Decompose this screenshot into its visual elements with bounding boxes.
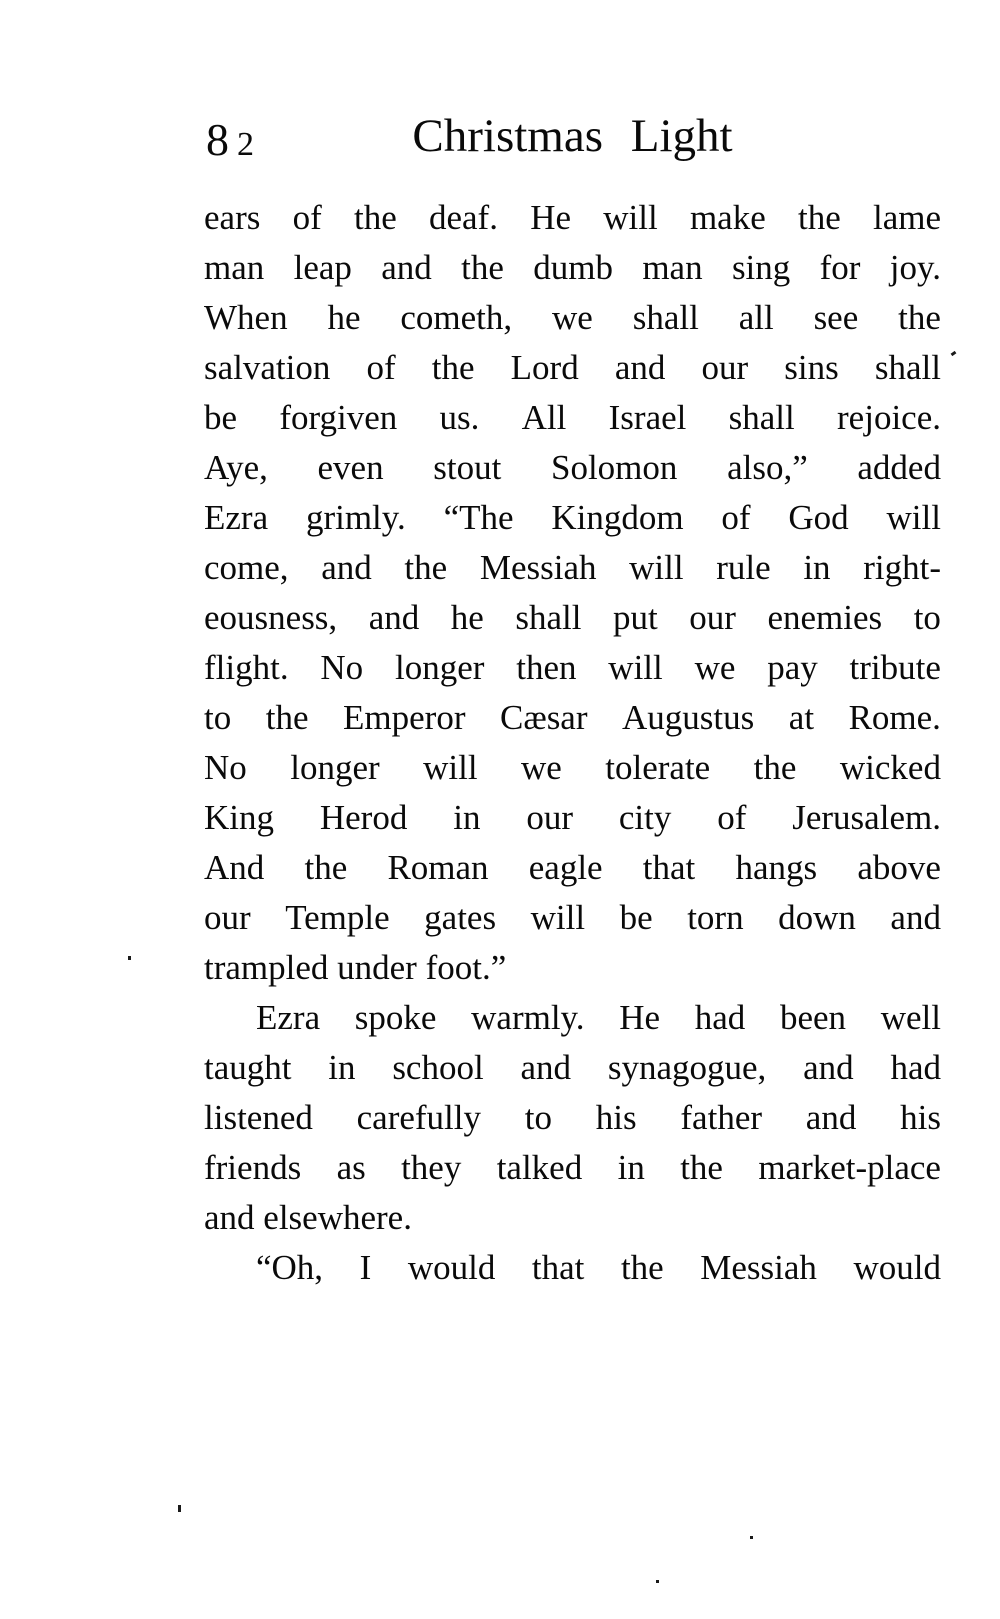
text-line: come, and the Messiah will rule in right- xyxy=(204,548,941,587)
scan-speck xyxy=(951,351,957,356)
text-line: King Herod in our city of Jerusalem. xyxy=(204,798,941,837)
text-line: And the Roman eagle that hangs above xyxy=(204,848,941,887)
text-line: Ezra spoke warmly. He had been well xyxy=(256,998,941,1037)
page-body-text xyxy=(204,193,941,1293)
text-line: flight. No longer then will we pay tribute xyxy=(204,648,941,687)
text-line: Aye, even stout Solomon also,” added xyxy=(204,448,941,487)
text-line: listened carefully to his father and his xyxy=(204,1098,941,1137)
text-line: No longer will we tolerate the wicked xyxy=(204,748,941,787)
scan-speck xyxy=(128,956,131,960)
page-title: Christmas Light xyxy=(412,110,733,162)
text-line: Ezra grimly. “The Kingdom of God will xyxy=(204,498,941,537)
text-line: and elsewhere. xyxy=(204,1198,412,1237)
text-line: be forgiven us. All Israel shall rejoice. xyxy=(204,398,941,437)
text-line: eousness, and he shall put our enemies to xyxy=(204,598,941,637)
scan-speck xyxy=(656,1580,659,1583)
scan-speck xyxy=(750,1536,753,1539)
page-number-digit: 2 xyxy=(237,126,255,163)
text-line: salvation of the Lord and our sins shall xyxy=(204,348,941,387)
page-header xyxy=(204,0,941,180)
text-line: our Temple gates will be torn down and xyxy=(204,898,941,937)
text-line: man leap and the dumb man sing for joy. xyxy=(204,248,941,287)
text-line: trampled under foot.” xyxy=(204,948,507,987)
text-line: friends as they talked in the market-place xyxy=(204,1148,941,1187)
scan-speck xyxy=(178,1505,181,1512)
text-line: ears of the deaf. He will make the lame xyxy=(204,198,941,237)
text-line: “Oh, I would that the Messiah would xyxy=(256,1248,941,1287)
text-line: When he cometh, we shall all see the xyxy=(204,298,941,337)
text-line: taught in school and synagogue, and had xyxy=(204,1048,941,1087)
text-line: to the Emperor Cæsar Augustus at Rome. xyxy=(204,698,941,737)
page-number-digit: 8 xyxy=(206,114,230,165)
